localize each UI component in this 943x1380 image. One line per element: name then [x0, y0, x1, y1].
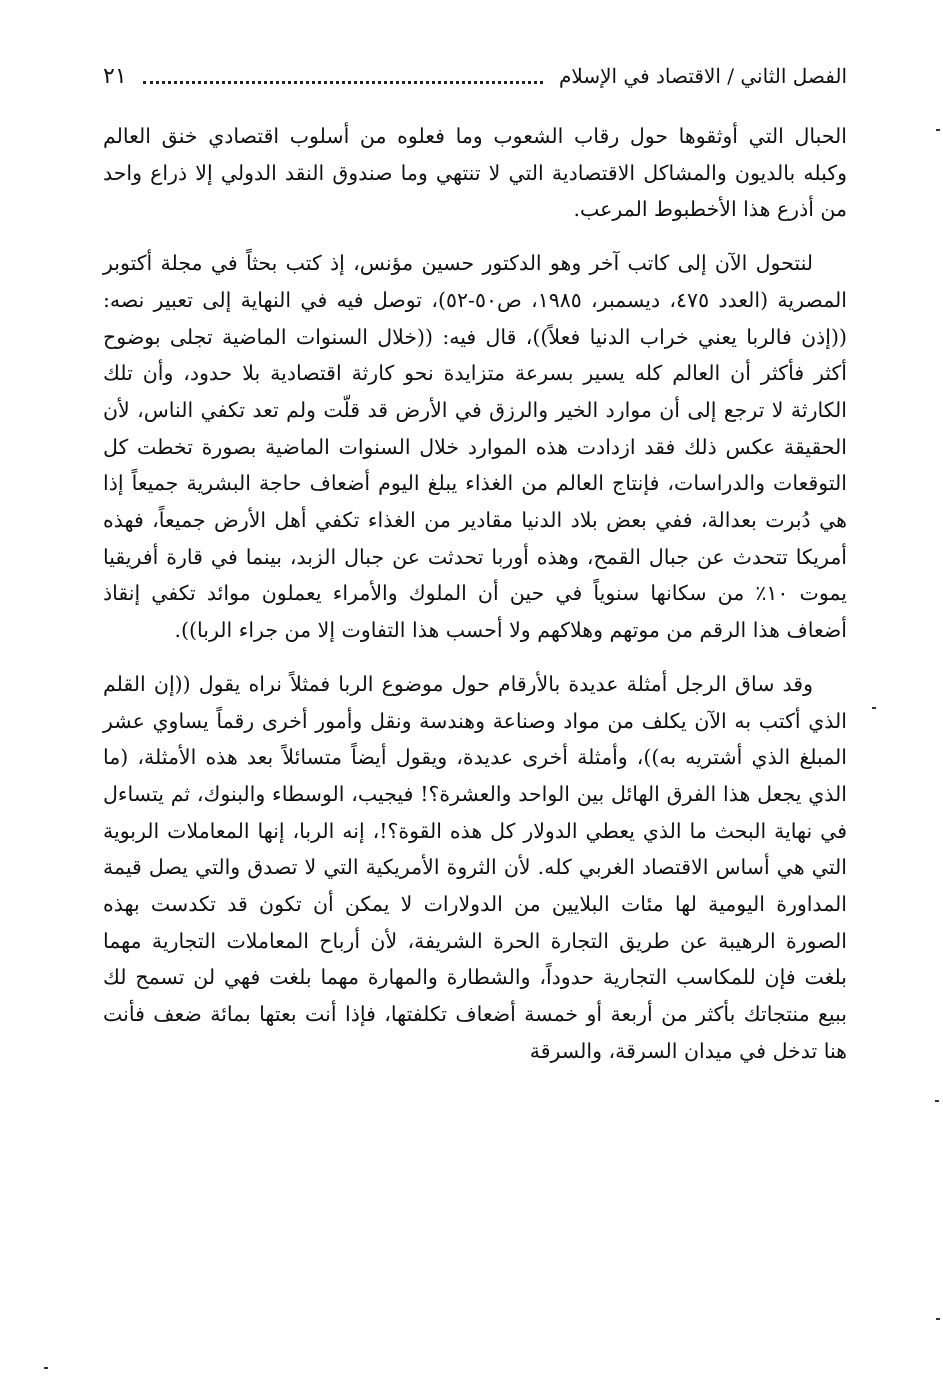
header-dotted-leader — [143, 81, 543, 84]
paragraph-3: وقد ساق الرجل أمثلة عديدة بالأرقام حول موضوع الربا فمثلاً نراه يقول ((إن القلم الذي أكتب به الآن يكلف من مواد وصناعة وهندسة ونقل وأمور أخرى رقماً يساوي عشر المبلغ الذي أشتريه به))، وأمثلة أخرى عديدة، ويقول أيضاً متسائلاً بعد هذه الأمثلة، (ما الذي يجعل هذا الفرق الهائل بين الواحد والعشرة؟! فيجيب، الوسطاء والبنوك، ثم يتساءل في نهاية البحث ما الذي يعطي الدولار كل هذه القوة؟!، إنه الربا، إنها المعاملات الربوية التي هي أساس الاقتصاد الغربي كله. لأن الثروة الأمريكية التي لا تصدق والتي يصل قيمة المداورة اليومية لها مئات البلايين من الدولارات لا يمكن أن تكون قد تكدست بهذه الصورة الرهيبة عن طريق التجارة الحرة الشريفة، لأن أرباح المعاملات التجارية مهما بلغت فإن للمكاسب التجارية حدوداً، والشطارة والمهارة مهما بلغت فهي لن تسمح لك ببيع منتجاتك بأكثر من أربعة أو خمسة أضعاف تكلفتها، فإذا أنت بعتها بمائة ضعف فأنت هنا تدخل في ميدان السرقة، والسرقة — [103, 671, 847, 1063]
paragraph-2: لنتحول الآن إلى كاتب آخر وهو الدكتور حسين مؤنس، إذ كتب بحثاً في مجلة أكتوبر المصرية (العدد ٤٧٥، ديسمبر، ١٩٨٥، ص٥٠-٥٢)، توصل فيه في النهاية إلى تعبير نصه: ((إذن فالربا يعني خراب الدنيا فعلاً))، قال فيه: ((خلال السنوات الماضية تجلى بوضوح أكثر فأكثر أن العالم كله يسير بسرعة متزايدة نحو كارثة اقتصادية بلا حدود، وأن تلك الكارثة لا ترجع إلى أن موارد الخير والرزق في الأرض قد قلّت ولم تعد تكفي الناس، لأن الحقيقة عكس ذلك فقد ازدادت هذه الموارد خلال السنوات الماضية بصورة تخطت كل التوقعات والدراسات، فإنتاج العالم من الغذاء يبلغ اليوم أضعاف حاجة البشرية جميعاً إذا هي دُبرت بعدالة، ففي بعض بلاد الدنيا مقادير من الغذاء تكفي أهل الأرض جميعاً، فهذه أمريكا تتحدث عن جبال القمح، وهذه أوربا تحدثت عن جبال الزبد، بينما في قارة أفريقيا يموت ١٠٪ من سكانها سنوياً في حين أن الملوك والأمراء يعملون موائد تكفي إنقاذ أضعاف هذا الرقم من موتهم وهلاكهم ولا أحسب هذا التفاوت إلا من جراء الربا)). — [103, 251, 847, 643]
scan-mark — [936, 129, 940, 131]
scan-mark — [44, 1367, 48, 1369]
running-header — [95, 56, 847, 96]
scan-mark — [872, 707, 876, 709]
chapter-title: الفصل الثاني / الاقتصاد في الإسلام — [559, 64, 847, 88]
page-number: ٢١ — [103, 63, 127, 89]
paragraph-1: الحبال التي أوثقوها حول رقاب الشعوب وما فعلوه من أسلوب اقتصادي خنق العالم وكبله بالديون والمشاكل الاقتصادية التي لا تنتهي وما صندوق النقد الدولي إلا ذراع واحد من أذرع هذا الأخطبوط المرعب. — [103, 124, 847, 222]
body-text — [103, 118, 847, 1087]
scan-mark — [936, 1318, 940, 1320]
scan-mark — [935, 1100, 939, 1102]
